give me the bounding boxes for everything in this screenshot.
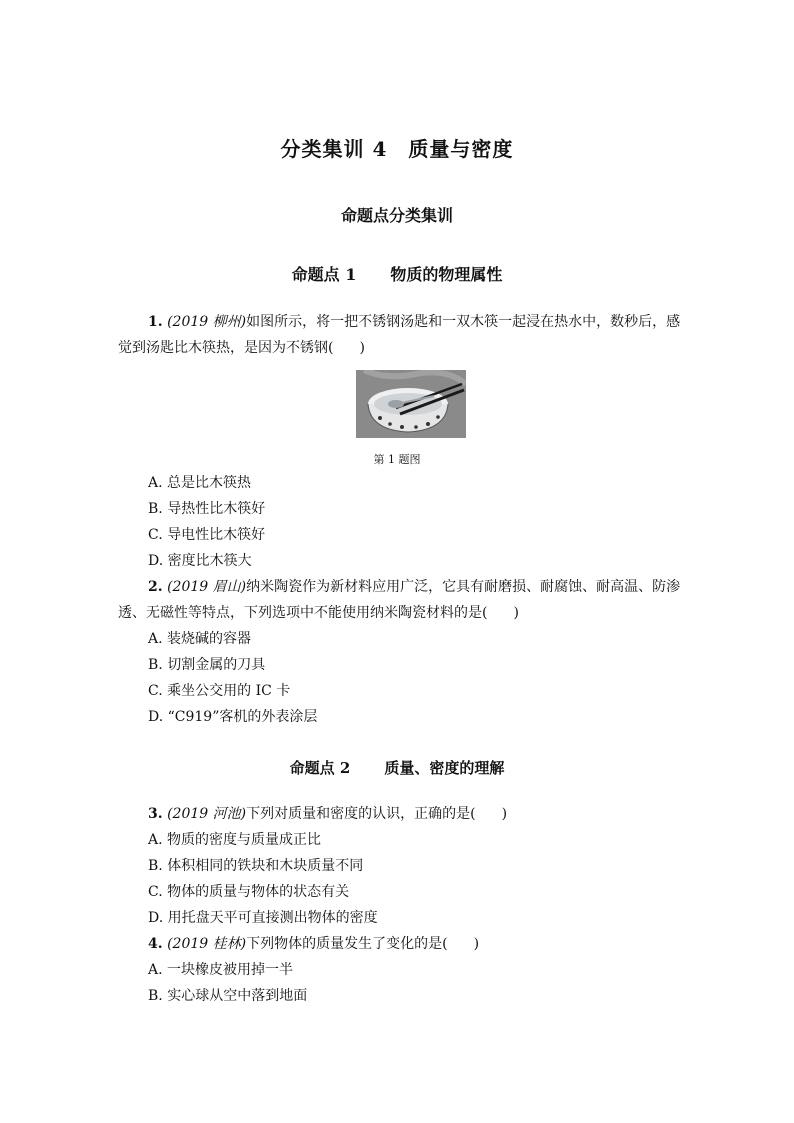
option-b: B. 实心球从空中落到地面 — [148, 988, 308, 1004]
question-1-line-2: 觉到汤匙比木筷热，是因为不锈钢( ) — [118, 340, 365, 356]
section-name: 物质的物理属性 — [390, 265, 503, 284]
question-source: (2019 桂林) — [167, 936, 247, 952]
question-number: 2. — [148, 579, 163, 595]
question-1-line-1 — [148, 312, 680, 332]
question-number: 1. — [148, 314, 163, 330]
option-c: C. 物体的质量与物体的状态有关 — [148, 884, 350, 900]
question-source: (2019 河池) — [167, 806, 247, 822]
question-text: 透、无磁性等特点，下列选项中不能使用纳米陶瓷材料的是( — [118, 605, 488, 621]
section-heading-2 — [0, 757, 794, 778]
option-d: D. 用托盘天平可直接测出物体的密度 — [148, 910, 378, 926]
section-label: 命题点 2 — [289, 759, 351, 777]
page-title: 分类集训 4 质量与密度 — [280, 137, 514, 161]
question-text: 下列物体的质量发生了变化的是( — [246, 936, 448, 952]
option-b: B. 切割金属的刀具 — [148, 657, 266, 673]
question-2-line-1 — [148, 577, 680, 597]
question-text: 如图所示，将一把不锈钢汤匙和一双木筷一起浸在热水中，数秒后，感 — [246, 314, 681, 330]
question-4-line-1: 4. (2019 桂林)下列物体的质量发生了变化的是( ) — [148, 936, 480, 952]
question-text: 觉到汤匙比木筷热，是因为不锈钢( — [118, 340, 334, 356]
option-b: B. 导热性比木筷好 — [148, 501, 266, 517]
question-2-line-2: 透、无磁性等特点，下列选项中不能使用纳米陶瓷材料的是( ) — [118, 605, 519, 621]
question-3-line-1: 3. (2019 河池)下列对质量和密度的认识，正确的是( ) — [148, 806, 508, 822]
question-text: 纳米陶瓷作为新材料应用广泛，它具有耐磨损、耐腐蚀、耐高温、防渗 — [246, 579, 681, 595]
page-subtitle: 命题点分类集训 — [340, 206, 453, 225]
figure-image — [356, 370, 466, 438]
section-heading-1 — [0, 262, 794, 285]
option-a: A. 装烧碱的容器 — [148, 631, 252, 647]
option-c: C. 乘坐公交用的 IC 卡 — [148, 683, 291, 699]
bowl-spoon-chopsticks-figure — [356, 370, 466, 438]
option-d: D. 密度比木筷大 — [148, 553, 252, 569]
question-number: 3. — [148, 806, 163, 822]
question-number: 4. — [148, 936, 163, 952]
option-a: A. 一块橡皮被用掉一半 — [148, 962, 294, 978]
question-text: 下列对质量和密度的认识，正确的是( — [246, 806, 476, 822]
figure-caption: 第 1 题图 — [373, 453, 421, 466]
option-b: B. 体积相同的铁块和木块质量不同 — [148, 858, 364, 874]
option-d: D. “C919”客机的外表涂层 — [148, 709, 318, 725]
option-a: A. 物质的密度与质量成正比 — [148, 832, 322, 848]
option-a: A. 总是比木筷热 — [148, 475, 252, 491]
option-c: C. 导电性比木筷好 — [148, 527, 266, 543]
question-source: (2019 眉山) — [167, 579, 247, 595]
section-label: 命题点 1 — [291, 265, 357, 284]
question-source: (2019 柳州) — [167, 314, 247, 330]
section-name: 质量、密度的理解 — [384, 759, 505, 777]
